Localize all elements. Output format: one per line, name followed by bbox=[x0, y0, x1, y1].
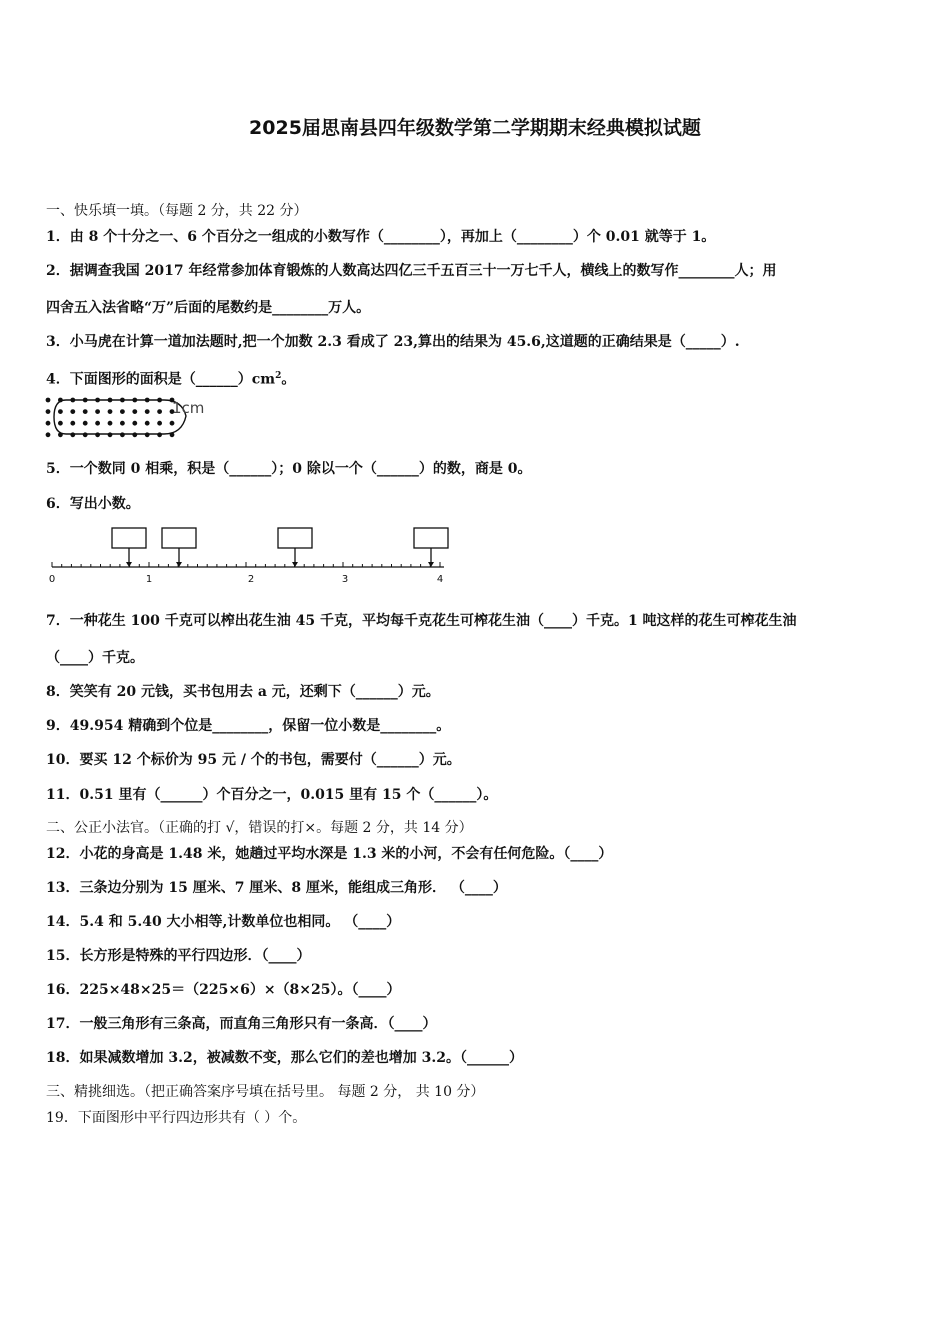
grid-dot bbox=[120, 409, 125, 414]
grid-dot bbox=[46, 398, 51, 403]
question-7-line-1: 7．一种花生 100 千克可以榨出花生油 45 千克，平均每千克花生可榨花生油（____）千克。1 吨这样的花生可榨花生油 bbox=[46, 613, 797, 629]
question-2-line-2: 四舍五入法省略“万”后面的尾数约是________万人。 bbox=[46, 300, 371, 316]
grid-dot bbox=[46, 409, 51, 414]
grid-dot bbox=[132, 409, 137, 414]
question-15: 15．长方形是特殊的平行四边形．（____） bbox=[46, 948, 311, 964]
section-1-heading: 一、快乐填一填。（每题 2 分，共 22 分） bbox=[46, 203, 308, 219]
grid-dot bbox=[157, 409, 162, 414]
grid-dot bbox=[145, 432, 150, 437]
grid-dot bbox=[145, 421, 150, 426]
tick-label: 0 bbox=[48, 574, 56, 585]
question-6: 6．写出小数。 bbox=[46, 496, 140, 512]
question-2-line-1: 2．据调查我国 2017 年经常参加体育锻炼的人数高达四亿三千五百三十一万七千人，横线上的数写作________人；用 bbox=[46, 263, 777, 279]
dot-grid-figure bbox=[40, 392, 230, 448]
tick-label: 3 bbox=[341, 574, 349, 585]
question-8: 8．笑笑有 20 元钱，买书包用去 a 元，还剩下（______）元。 bbox=[46, 684, 440, 700]
grid-dot bbox=[83, 421, 88, 426]
grid-dot bbox=[95, 421, 100, 426]
question-17: 17．一般三角形有三条高，而直角三角形只有一条高．（____） bbox=[46, 1016, 437, 1032]
figure-outline bbox=[54, 400, 186, 434]
grid-dot bbox=[108, 432, 113, 437]
grid-dot bbox=[46, 432, 51, 437]
question-4-unit-superscript: 2 bbox=[275, 371, 282, 381]
answer-box bbox=[414, 528, 448, 548]
question-5: 5．一个数同 0 相乘，积是（______）；0 除以一个（______）的数，商是 0。 bbox=[46, 461, 532, 477]
question-3: 3．小马虎在计算一道加法题时,把一个加数 2.3 看成了 23,算出的结果为 45.6,这道题的正确结果是（_____）. bbox=[46, 334, 740, 350]
grid-dot bbox=[157, 421, 162, 426]
question-12: 12．小花的身高是 1.48 米，她趟过平均水深是 1.3 米的小河，不会有任何危险。（____） bbox=[46, 846, 613, 862]
figure-scale-label: 1cm bbox=[172, 399, 205, 417]
grid-dot bbox=[70, 409, 75, 414]
question-4-text: 4．下面图形的面积是（______）cm bbox=[46, 371, 276, 388]
grid-dot bbox=[95, 409, 100, 414]
question-13: 13．三条边分别为 15 厘米、7 厘米、8 厘米，能组成三角形． （____） bbox=[46, 880, 507, 896]
question-4 bbox=[46, 367, 295, 389]
question-14: 14．5.4 和 5.40 大小相等,计数单位也相同。 （____） bbox=[46, 914, 401, 930]
grid-dot bbox=[132, 432, 137, 437]
grid-dot bbox=[132, 421, 137, 426]
answer-boxes bbox=[112, 528, 448, 562]
question-1: 1．由 8 个十分之一、6 个百分之一组成的小数写作（________），再加上（________）个 0.01 就等于 1。 bbox=[46, 229, 716, 245]
number-line-labels bbox=[49, 574, 443, 585]
answer-box bbox=[278, 528, 312, 548]
question-11: 11．0.51 里有（______）个百分之一，0.015 里有 15 个（______）。 bbox=[46, 787, 498, 803]
answer-box bbox=[162, 528, 196, 548]
number-line-ticks bbox=[52, 562, 440, 567]
question-9: 9．49.954 精确到个位是________，保留一位小数是________。 bbox=[46, 718, 451, 734]
section-2-heading: 二、公正小法官。（正确的打 √，错误的打×。每题 2 分，共 14 分） bbox=[46, 820, 473, 836]
grid-dot bbox=[46, 421, 51, 426]
tick-label: 4 bbox=[436, 574, 444, 585]
grid-dot bbox=[58, 409, 63, 414]
answer-box bbox=[112, 528, 146, 548]
grid-dot bbox=[170, 421, 175, 426]
number-line-figure bbox=[46, 522, 456, 588]
question-7-line-2: （____）千克。 bbox=[46, 650, 144, 666]
grid-dot bbox=[108, 421, 113, 426]
grid-dot bbox=[70, 421, 75, 426]
question-16: 16．225×48×25＝（225×6）×（8×25）。（____） bbox=[46, 982, 401, 998]
question-18: 18．如果减数增加 3.2，被减数不变，那么它们的差也增加 3.2。（______） bbox=[46, 1050, 523, 1066]
grid-dot bbox=[58, 421, 63, 426]
section-3-heading: 三、精挑细选。（把正确答案序号填在括号里。 每题 2 分， 共 10 分） bbox=[46, 1084, 485, 1100]
question-4-end: 。 bbox=[281, 371, 296, 388]
grid-dot bbox=[95, 432, 100, 437]
grid-dot bbox=[157, 432, 162, 437]
tick-label: 2 bbox=[247, 574, 255, 585]
grid-dot bbox=[70, 432, 75, 437]
grid-dot bbox=[145, 409, 150, 414]
question-19: 19．下面图形中平行四边形共有（ ）个。 bbox=[46, 1110, 307, 1126]
tick-label: 1 bbox=[145, 574, 153, 585]
dot-grid bbox=[46, 398, 175, 438]
grid-dot bbox=[108, 409, 113, 414]
grid-dot bbox=[120, 432, 125, 437]
grid-dot bbox=[83, 409, 88, 414]
answer-arrows bbox=[126, 562, 434, 567]
question-10: 10．要买 12 个标价为 95 元 / 个的书包，需要付（______）元。 bbox=[46, 752, 461, 768]
grid-dot bbox=[83, 432, 88, 437]
page-title: 2025届思南县四年级数学第二学期期末经典模拟试题 bbox=[249, 117, 701, 139]
grid-dot bbox=[120, 421, 125, 426]
